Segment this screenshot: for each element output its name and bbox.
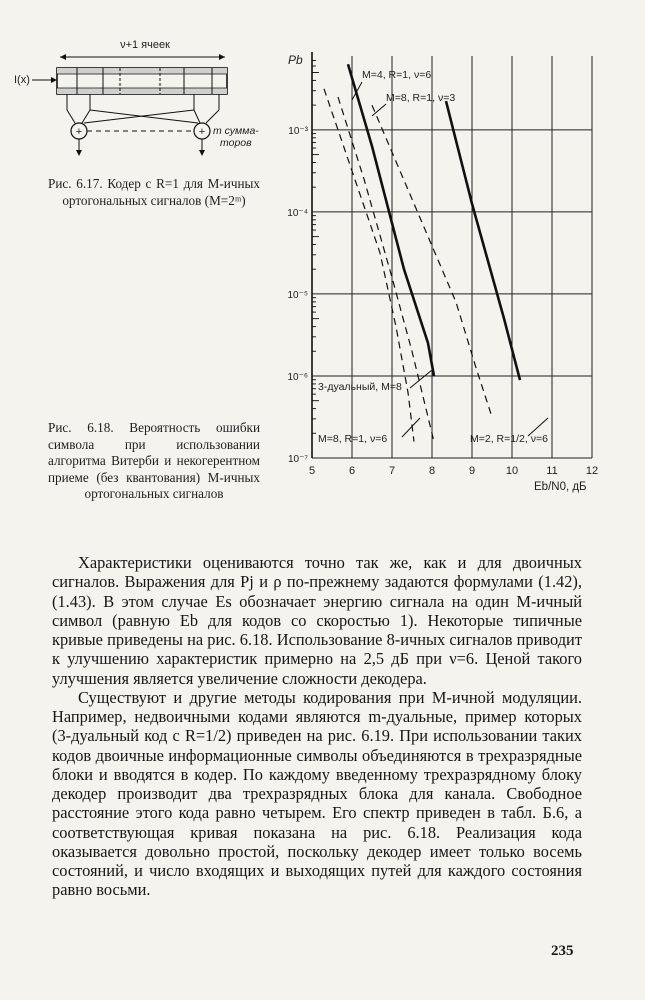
adders-label-1: m сумма-: [213, 125, 259, 137]
input-label: I(x): [14, 74, 30, 86]
x-tick-label: 10: [505, 465, 519, 477]
series-m-2-r-1-2-6: [446, 101, 520, 380]
annotation-leader: [410, 370, 432, 388]
x-tick-label: 12: [585, 465, 599, 477]
adder-right-plus: +: [198, 126, 206, 138]
y-tick-label: 10⁻³: [288, 125, 308, 137]
y-tick-label: 10⁻⁶: [287, 371, 308, 383]
x-tick-label: 9: [468, 465, 476, 477]
y-axis-label: Pb: [288, 53, 303, 67]
paragraph: Существуют и другие методы кодирования при M-ичной модуляции. Например, недвоичными кодами являются m-дуальные, пример которых (3-дуальный код с R=1/2) приведен на рис. 6.19. При использовании таких кодов двоичные информационные символы объединяются в трехразрядные блоки и вводятся в кодер. По каждому введенному трехразрядному блоку декодер производит два трехразрядных блока для канала. Свободное расстояние этого кода равно четырем. Его спектр приведен в табл. Б.6, а соответствующая кривая показана на рис. 6.18. Реализация кода оказывается довольно простой, поскольку декодер имеет только восемь состояний, и число входящих и выходящих путей для каждого состояния равно восьми.: [52, 687, 582, 900]
x-axis-label: Eb/N0, дБ: [534, 481, 587, 493]
figure-6-17-caption: Рис. 6.17. Кодер с R=1 для M-ичных ортогональных сигналов (M=2ᵐ): [48, 176, 260, 208]
annotation-label: M=8, R=1, ν=6: [318, 433, 388, 445]
paragraph: Характеристики оцениваются точно так же, как и для двоичных сигналов. Выражения для Pj и ρ по-прежнему задаются формулами (1.42), (1.43). В этом случае Es обозначает энергию сигнала на один M-ичный символ (равную Eb для кодов со скоростью 1). Некоторые типичные кривые приведены на рис. 6.18. Использование 8-ичных сигналов приводит к улучшению характеристик примерно на 2,5 дБ при ν=6. Ценой такого улучшения является увеличение сложности декодера.: [52, 553, 582, 688]
coder-diagram: [0, 30, 270, 170]
y-tick-label: 10⁻⁵: [287, 289, 308, 301]
x-tick-label: 5: [308, 465, 316, 477]
x-tick-label: 11: [546, 465, 558, 477]
annotation-leader: [402, 418, 420, 437]
annotation-label: M=8, R=1, ν=3: [386, 92, 456, 104]
register-label: ν+1 ячеек: [120, 39, 170, 51]
body-text: [52, 553, 582, 900]
y-tick-label: 10⁻⁷: [287, 454, 308, 465]
x-tick-label: 8: [428, 465, 436, 477]
annotation-label: M=4, R=1, ν=6: [362, 69, 432, 81]
y-tick-label: 10⁻⁴: [287, 207, 308, 219]
page-number: 235: [551, 943, 574, 959]
error-probability-chart: [270, 38, 610, 498]
x-tick-label: 7: [388, 465, 396, 477]
annotation-label: 3-дуальный, M=8: [318, 381, 402, 393]
x-tick-label: 6: [348, 465, 356, 477]
annotation-label: M=2, R=1/2, ν=6: [470, 433, 548, 445]
adders-label-2: торов: [220, 137, 252, 149]
figure-6-18-caption: Рис. 6.18. Вероятность ошибки символа при использовании алгоритма Витерби и некогерентном приеме (без квантования) M-ичных ортогональных сигналов: [48, 420, 260, 501]
adder-left-plus: +: [75, 126, 83, 138]
